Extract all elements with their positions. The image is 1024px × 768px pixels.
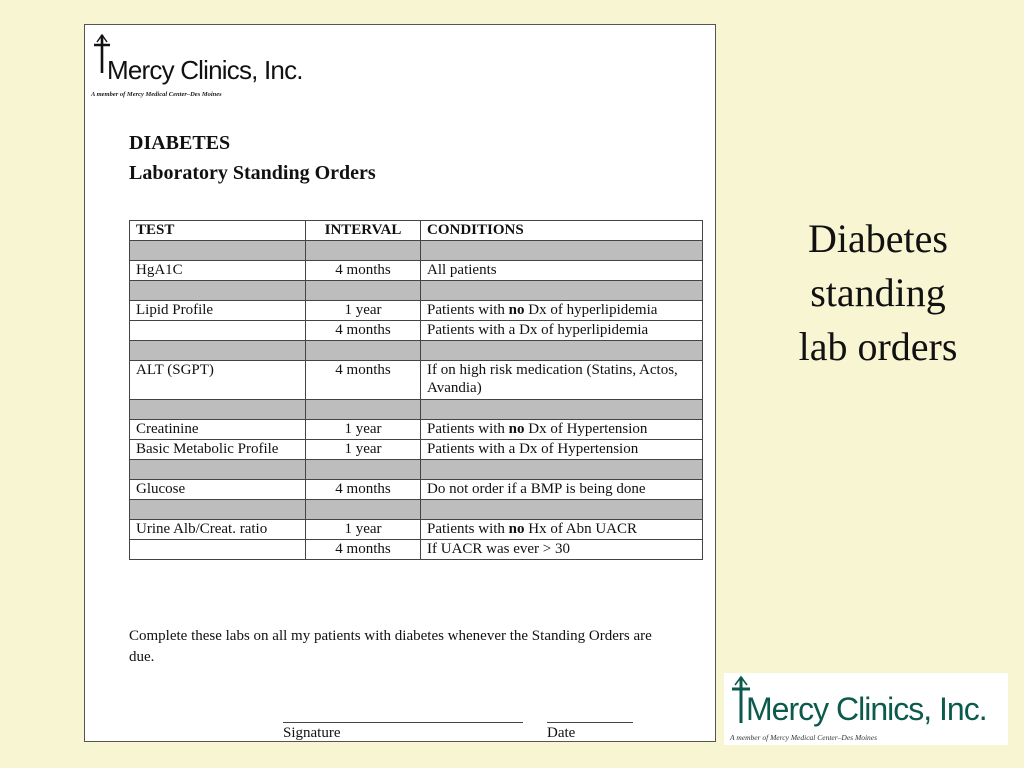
footer-logo bbox=[724, 673, 1008, 745]
condition-cell: If UACR was ever > 30 bbox=[421, 540, 703, 560]
table-row bbox=[130, 301, 703, 321]
footer-logo-name: Mercy Clinics, Inc. bbox=[746, 691, 987, 727]
interval-cell: 4 months bbox=[306, 361, 421, 400]
condition-cell: All patients bbox=[421, 261, 703, 281]
test-cell: Lipid Profile bbox=[130, 301, 306, 321]
signature-line bbox=[283, 722, 523, 723]
condition-cell: Patients with a Dx of Hypertension bbox=[421, 440, 703, 460]
heading-line-2: standing bbox=[810, 270, 946, 315]
test-cell: Creatinine bbox=[130, 420, 306, 440]
separator-row bbox=[130, 281, 703, 301]
condition-text: Dx of Hypertension bbox=[524, 421, 648, 437]
test-cell: Glucose bbox=[130, 480, 306, 500]
standing-orders-document bbox=[84, 24, 716, 742]
condition-text: Patients with bbox=[427, 421, 509, 437]
test-cell: ALT (SGPT) bbox=[130, 361, 306, 400]
lab-orders-table bbox=[129, 220, 703, 560]
document-logo bbox=[91, 33, 341, 113]
condition-cell bbox=[421, 301, 703, 321]
footer-logo-tagline: A member of Mercy Medical Center–Des Moines bbox=[730, 733, 878, 742]
table-row bbox=[130, 540, 703, 560]
document-title bbox=[129, 128, 376, 188]
table-row bbox=[130, 480, 703, 500]
condition-cell: Do not order if a BMP is being done bbox=[421, 480, 703, 500]
separator-row bbox=[130, 241, 703, 261]
header-test: TEST bbox=[130, 221, 306, 241]
heading-line-3: lab orders bbox=[798, 324, 958, 369]
condition-text: Hx of Abn UACR bbox=[524, 521, 638, 537]
table-row bbox=[130, 420, 703, 440]
date-label: Date bbox=[547, 725, 576, 741]
header-conditions: CONDITIONS bbox=[421, 221, 703, 241]
condition-cell bbox=[421, 420, 703, 440]
test-cell: Basic Metabolic Profile bbox=[130, 440, 306, 460]
interval-cell: 1 year bbox=[306, 420, 421, 440]
separator-row bbox=[130, 341, 703, 361]
title-line-2: Laboratory Standing Orders bbox=[129, 162, 376, 184]
title-line-1: DIABETES bbox=[129, 132, 231, 154]
interval-cell: 4 months bbox=[306, 480, 421, 500]
date-line bbox=[547, 722, 633, 723]
condition-text: Patients with bbox=[427, 302, 509, 318]
condition-cell: If on high risk medication (Statins, Actos, Avandia) bbox=[421, 361, 703, 400]
table-row bbox=[130, 321, 703, 341]
interval-cell: 1 year bbox=[306, 301, 421, 321]
interval-cell: 4 months bbox=[306, 261, 421, 281]
table-row bbox=[130, 361, 703, 400]
condition-cell: Patients with a Dx of hyperlipidemia bbox=[421, 321, 703, 341]
table-row bbox=[130, 440, 703, 460]
condition-cell bbox=[421, 520, 703, 540]
table-row bbox=[130, 261, 703, 281]
logo-name: Mercy Clinics, Inc. bbox=[107, 55, 303, 85]
interval-cell: 4 months bbox=[306, 540, 421, 560]
table-row bbox=[130, 520, 703, 540]
separator-row bbox=[130, 460, 703, 480]
test-cell: Urine Alb/Creat. ratio bbox=[130, 520, 306, 540]
interval-cell: 4 months bbox=[306, 321, 421, 341]
logo-tagline: A member of Mercy Medical Center–Des Moines bbox=[91, 91, 222, 98]
separator-row bbox=[130, 400, 703, 420]
signature-label: Signature bbox=[283, 725, 341, 741]
separator-row bbox=[130, 500, 703, 520]
test-cell bbox=[130, 321, 306, 341]
condition-text: Patients with bbox=[427, 521, 509, 537]
instruction-note: Complete these labs on all my patients with diabetes whenever the Standing Orders are due. bbox=[129, 628, 652, 665]
test-cell: HgA1C bbox=[130, 261, 306, 281]
interval-cell: 1 year bbox=[306, 440, 421, 460]
test-cell bbox=[130, 540, 306, 560]
condition-emphasis: no bbox=[508, 421, 525, 437]
heading-line-1: Diabetes bbox=[808, 216, 948, 261]
condition-emphasis: no bbox=[508, 302, 525, 318]
condition-text: Dx of hyperlipidemia bbox=[524, 302, 658, 318]
interval-cell: 1 year bbox=[306, 520, 421, 540]
table-header-row bbox=[130, 221, 703, 241]
condition-emphasis: no bbox=[508, 521, 525, 537]
slide-heading bbox=[760, 212, 996, 374]
header-interval: INTERVAL bbox=[306, 221, 421, 241]
